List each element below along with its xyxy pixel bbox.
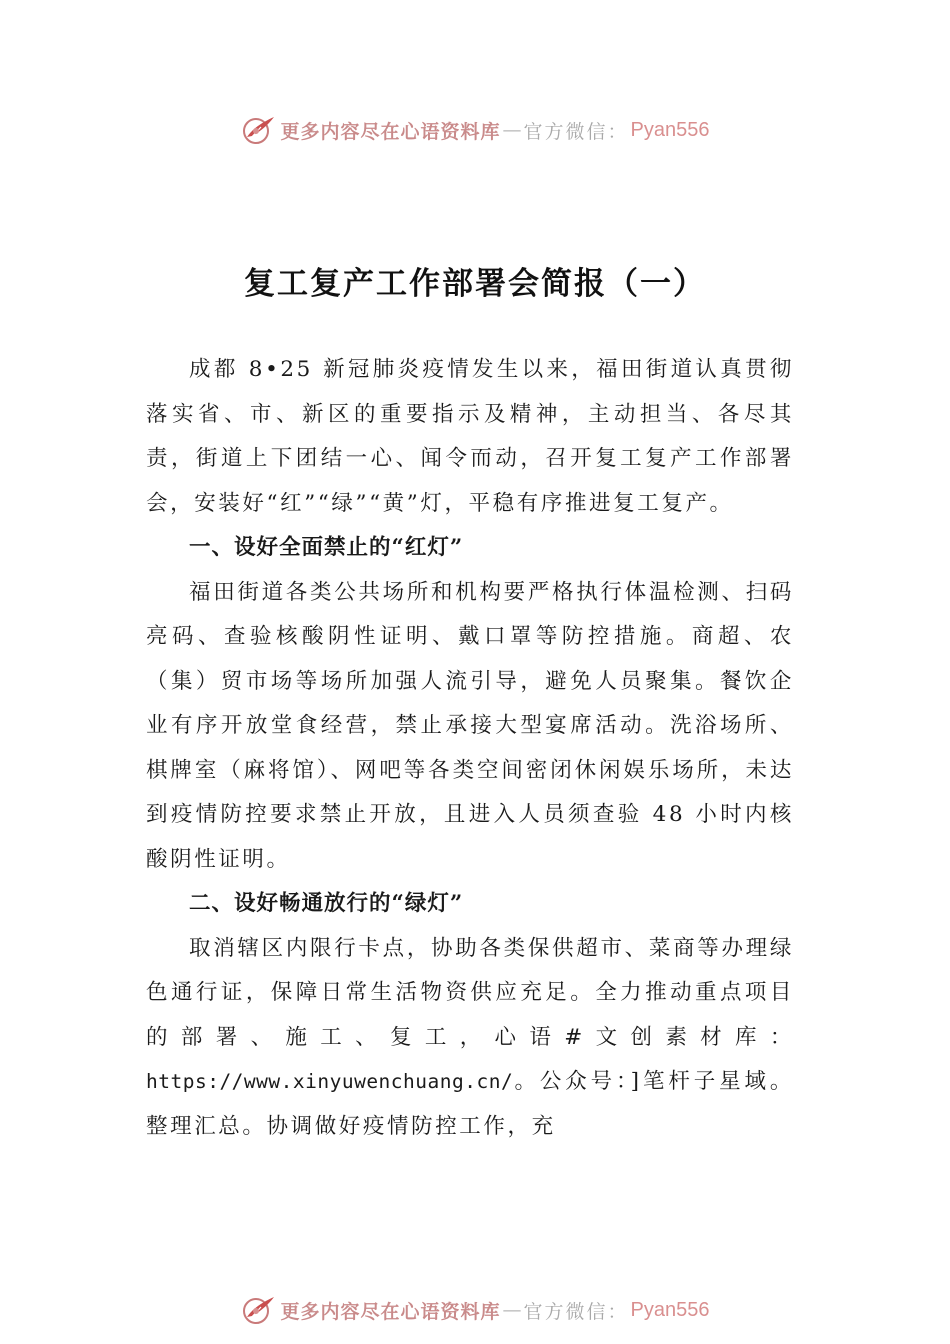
section-2-text-part1: 取消辖区内限行卡点，协助各类保供超市、菜商等办理绿色通行证，保障日常生活物资供应充足。全力推动重点项目的部署、施工、复工，心语#文创素材库： (146, 935, 794, 1050)
watermark-main-text: 更多内容尽在心语资料库 (280, 1300, 501, 1323)
section-1-heading: 一、设好全面禁止的“红灯” (189, 535, 464, 560)
watermark-dash: — (502, 119, 522, 141)
watermark-wechat-id: Pyan556 (630, 118, 710, 141)
source-url: https://www.xinyuwenchuang.cn/ (146, 1070, 514, 1093)
watermark-main-text: 更多内容尽在心语资料库 (280, 120, 501, 143)
document-title: 复工复产工作部署会简报（一） (244, 266, 706, 302)
watermark-wechat-id: Pyan556 (630, 1298, 710, 1321)
header-watermark (0, 110, 950, 150)
quill-logo-icon (241, 1292, 277, 1328)
document-body (146, 348, 794, 1149)
watermark-official-label: 官方微信： (523, 120, 629, 143)
watermark-official-label: 官方微信： (523, 1300, 629, 1323)
section-1-paragraph: 福田街道各类公共场所和机构要严格执行体温检测、扫码亮码、查验核酸阴性证明、戴口罩等防控措施。商超、农（集）贸市场等场所加强人流引导，避免人员聚集。餐饮企业有序开放堂食经营，禁止承接大型宴席活动。洗浴场所、棋牌室（麻将馆）、网吧等各类空间密闭休闲娱乐场所，未达到疫情防控要求禁止开放，且进入人员须查验 48 小时内核酸阴性证明。 (146, 579, 794, 872)
section-2-heading: 二、设好畅通放行的“绿灯” (189, 891, 464, 916)
watermark-dash: — (502, 1299, 522, 1321)
section-2-paragraph (146, 927, 794, 1150)
footer-watermark (0, 1290, 950, 1330)
intro-paragraph: 成都 8•25 新冠肺炎疫情发生以来，福田街道认真贯彻落实省、市、新区的重要指示及精神，主动担当、各尽其责，街道上下团结一心、闻令而动，召开复工复产工作部署会，安装好“红”“绿”“黄”灯，平稳有序推进复工复产。 (146, 357, 794, 516)
section-2-text-part2: 。公众号：]笔杆子星域。整理汇总。协调做好疫情防控工作，充 (146, 1069, 794, 1139)
quill-logo-icon (241, 112, 277, 148)
